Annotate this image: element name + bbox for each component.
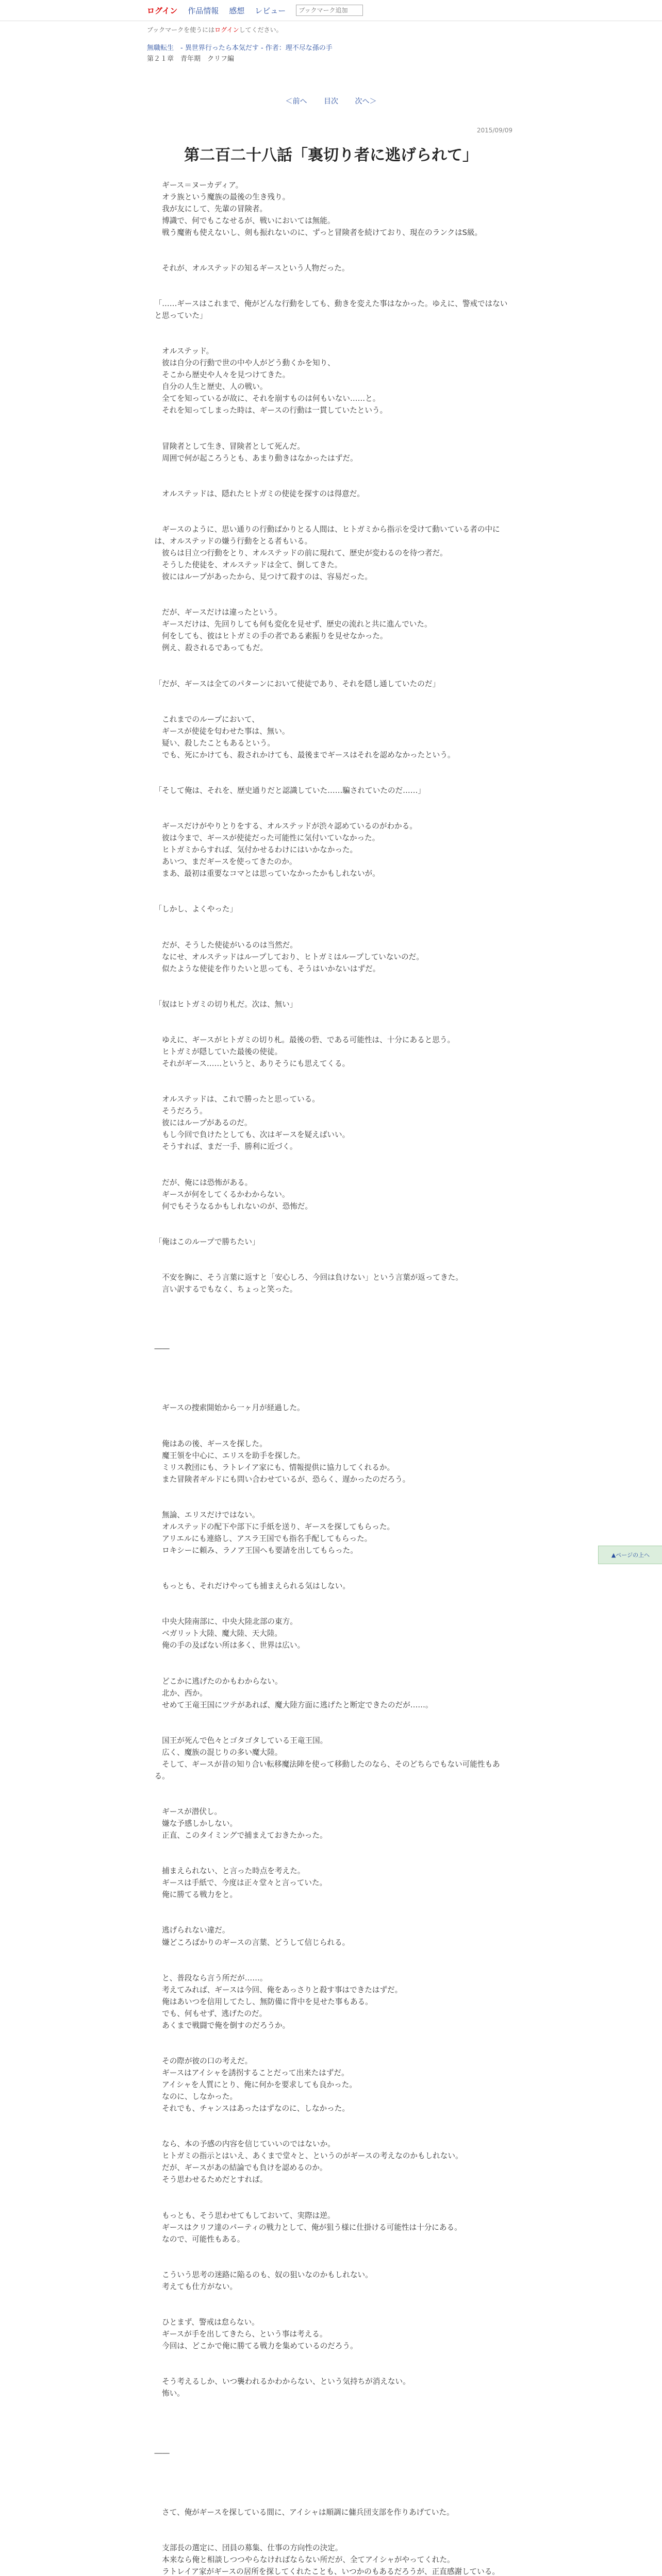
next-link[interactable]: 次へ＞ [355,97,377,106]
chapter-label: 第２１章 青年期 クリフ編 [147,55,235,63]
bookmark-notice: ブックマークを使うにはログインしてください。 [147,26,283,33]
login-link[interactable]: ログイン [147,6,178,15]
side-float-button[interactable]: ▲ページの上へ [598,1546,662,1564]
prev-link[interactable]: ＜前へ [285,97,307,106]
notice-login-link[interactable]: ログイン [214,26,239,33]
top-bar [0,0,662,21]
post-date: 2015/09/09 [476,126,512,134]
breadcrumb [0,34,662,65]
novel-body [155,179,508,2576]
nav-link-impressions[interactable]: 感想 [229,6,245,15]
bookmark-input[interactable] [296,5,363,16]
series-title-link[interactable]: 無職転生 - 異世界行ったら本気だす - 作者：理不尽な孫の手 [147,44,333,52]
nav-link-review[interactable]: レビュー [255,6,286,15]
novel-text: ギース＝ヌーカディア。 オラ族という魔族の最後の生き残り。 我が友にして、先輩の冒険者。 博識で、何でもこなせるが、戦いにおいては無能。 戦う魔術も使えないし、剣も振れないのに、ずっと冒険者を続けており、現在のランクはS級。 それが、オルステッドの知るギースという人物だった。 「……ギースはこれまで、俺がどんな行動をしても、動きを変えた事はなかった。ゆえに、警戒ではないと思っていた」 オルステッド。 彼は自分の行動で世の中や人がどう動くかを知り、 そこから歴史や人々を見つけてきた。 自分の人生と歴史、人の戦い。 全てを知っているが故に、それを崩すものは何もいない……と。 それを知ってしまった時は、ギースの行動は一貫していたという。 冒険者として生き、冒険者として死んだ。 周囲で何が起ころうとも、あまり動きはなかったはずだ。 オルステッドは、隠れたヒトガミの使徒を探すのは得意だ。 ギースのように、思い通りの行動ばかりとる人間は、ヒトガミから指示を受けて動いている者の中には、オルステッドの嫌う行動をとる者もいる。 彼らは目立つ行動をとり、オルステッドの前に現れて、歴史が変わるのを待つ者だ。 そうした使徒を、オルステッドは全て、倒してきた。 彼にはループがあったから、見つけて殺すのは、容易だった。 だが、ギースだけは違ったという。 ギースだけは、先回りしても何も変化を見せず、歴史の流れと共に進んでいた。 何をしても、彼はヒトガミの手の者である素振りを見せなかった。 例え、殺されるであってもだ。 「だが、ギースは全てのパターンにおいて使徒であり、それを隠し通していたのだ」 これまでのループにおいて、 ギースが使徒を匂わせた事は、無い。 疑い、殺したこともあるという。 でも、死にかけても、殺されかけても、最後までギースはそれを認めなかったという。 「そして俺は、それを、歴史通りだと認識していた……騙されていたのだ……」 ギースだけがやりとりをする、オルステッドが渋々認めているのがわかる。 彼は今まで、ギースが使徒だった可能性に気付いていなかった。 ヒトガミからすれば、気付かせるわけにはいかなかった。 あいつ、まだギースを使ってきたのか。 まあ、最初は重要なコマとは思っていなかったかもしれないが。 「しかし、よくやった」 だが、そうした使徒がいるのは当然だ。 なにせ、オルステッドはループしており、ヒトガミはループしていないのだ。 似たような使徒を作りたいと思っても、そうはいかないはずだ。 「奴はヒトガミの切り札だ。次は、無い」 ゆえに、ギースがヒトガミの切り札。最後の砦、である可能性は、十分にあると思う。 ヒトガミが隠していた最後の使徒。 それがギース……というと、ありそうにも思えてくる。 オルステッドは、これで勝ったと思っている。 そうだろう。 彼にはループがあるのだ。 もし今回で負けたとしても、次はギースを疑えばいい。 そうすれば、まだ一手、勝利に近づく。 だが、俺には恐怖がある。 ギースが何をしてくるかわからない。 何でもそうなるかもしれないのが、恐怖だ。 「俺はこのループで勝ちたい」 不安を胸に、そう言葉に返すと「安心しろ、今回は負けない」という言葉が返ってきた。 言い訳するでもなく、ちょっと笑った。 ―― ギースの捜索開始から一ヶ月が経過した。 俺はあの後、ギースを探した。 魔王領を中心に、エリスを助手を探した。 ミリス教団にも、ラトレイア家にも、情報提供に協力してくれるか。 また冒険者ギルドにも問い合わせているが、恐らく、遅かったのだろう。 無論、エリスだけではない。 オルステッドの配下や部下に手紙を送り、ギースを探してもらった。 アリエルにも連絡し、アスラ王国でも指名手配してもらった。 ロキシーに頼み、ラノア王国へも要請を出してもらった。 もっとも、それだけやっても捕まえられる気はしない。 中央大陸南部に、中央大陸北部の東方。 ベガリット大陸、魔大陸、天大陸。 俺の手の及ばない所は多く、世界は広い。 どこかに逃げたのかもわからない。 北か、西か。 せめて王竜王国にツテがあれば、魔大陸方面に逃げたと断定できたのだが……。 国王が死んで色々とゴタゴタしている王竜王国。 広く、魔族の混じりの多い魔大陸。 そして、ギースが昔の知り合い転移魔法陣を使って移動したのなら、そのどちらでもない可能性もある。 ギースが潜伏し。 嫌な予感しかしない。 正直、このタイミングで捕まえておきたかった。 捕まえられない、と言った時点を考えた。 ギースは手紙で、今度は正々堂々と言っていた。 俺に勝てる戦力をと。 逃げられない違だ。 嫌どころばかりのギースの言葉、どうして信じられる。 と、普段なら言う所だが……。 考えてみれば、ギースは今回、俺をあっさりと殺す事はできたはずだ。 俺はあいつを信用してたし、無防備に背中を見せた事もある。 でも、何もせず、逃げたのだ。 あくまで戦闘で俺を倒すのだろうか。 その際が彼の口の考えだ。 ギースはアイシャを誘拐することだって出来たはずだ。 アイシャを人質にとり、俺に何かを要求しても良かった。 なのに、しなかった。 それでも、チャンスはあったはずなのに、しなかった。 なら、本の予感の内容を信じていいのではないか。 ヒトガミの指示とはいえ、あくまで堂々と、というのがギースの考えなのかもしれない。 だが、ギースがあの結論でも負けを認めるのか。 そう思わせるためだとすれば。 もっとも、そう思わせてもしておいて、実際は逆。 ギースはクリフ達のパーティの戦力として、俺が狙う様に仕掛ける可能性は十分にある。 なので、可能性もある。 こういう思考の迷路に陥るのも、奴の狙いなのかもしれない。 考えても仕方がない。 ひとまず、警戒は怠らない。 ギースが手を出してきたら、という事は考える。 今回は、どこかで俺に勝てる戦力を集めているのだろう。 そう考えるしか、いつ襲われるかわからない、という気持ちが消えない。 怖い。 ―― さて、俺がギースを探している間に、アイシャは順調に傭兵団支部を作りあげていた。 支部長の選定に、団員の募集、仕事の方向性の決定。 本来なら俺と相談しつつやらなければならない所だが、全てアイシャがやってくれた。 ラトレイア家がギースの居所を探してくれたことも、いつかのもあるだろうが、正直感謝している。 [154,180,508,2576]
nav-link-info[interactable]: 作品情報 [188,6,219,15]
page-title: 第二百二十八話「裏切り者に逃げられて」 [184,146,478,164]
toc-link[interactable]: 目次 [324,97,338,106]
pager [0,96,662,106]
